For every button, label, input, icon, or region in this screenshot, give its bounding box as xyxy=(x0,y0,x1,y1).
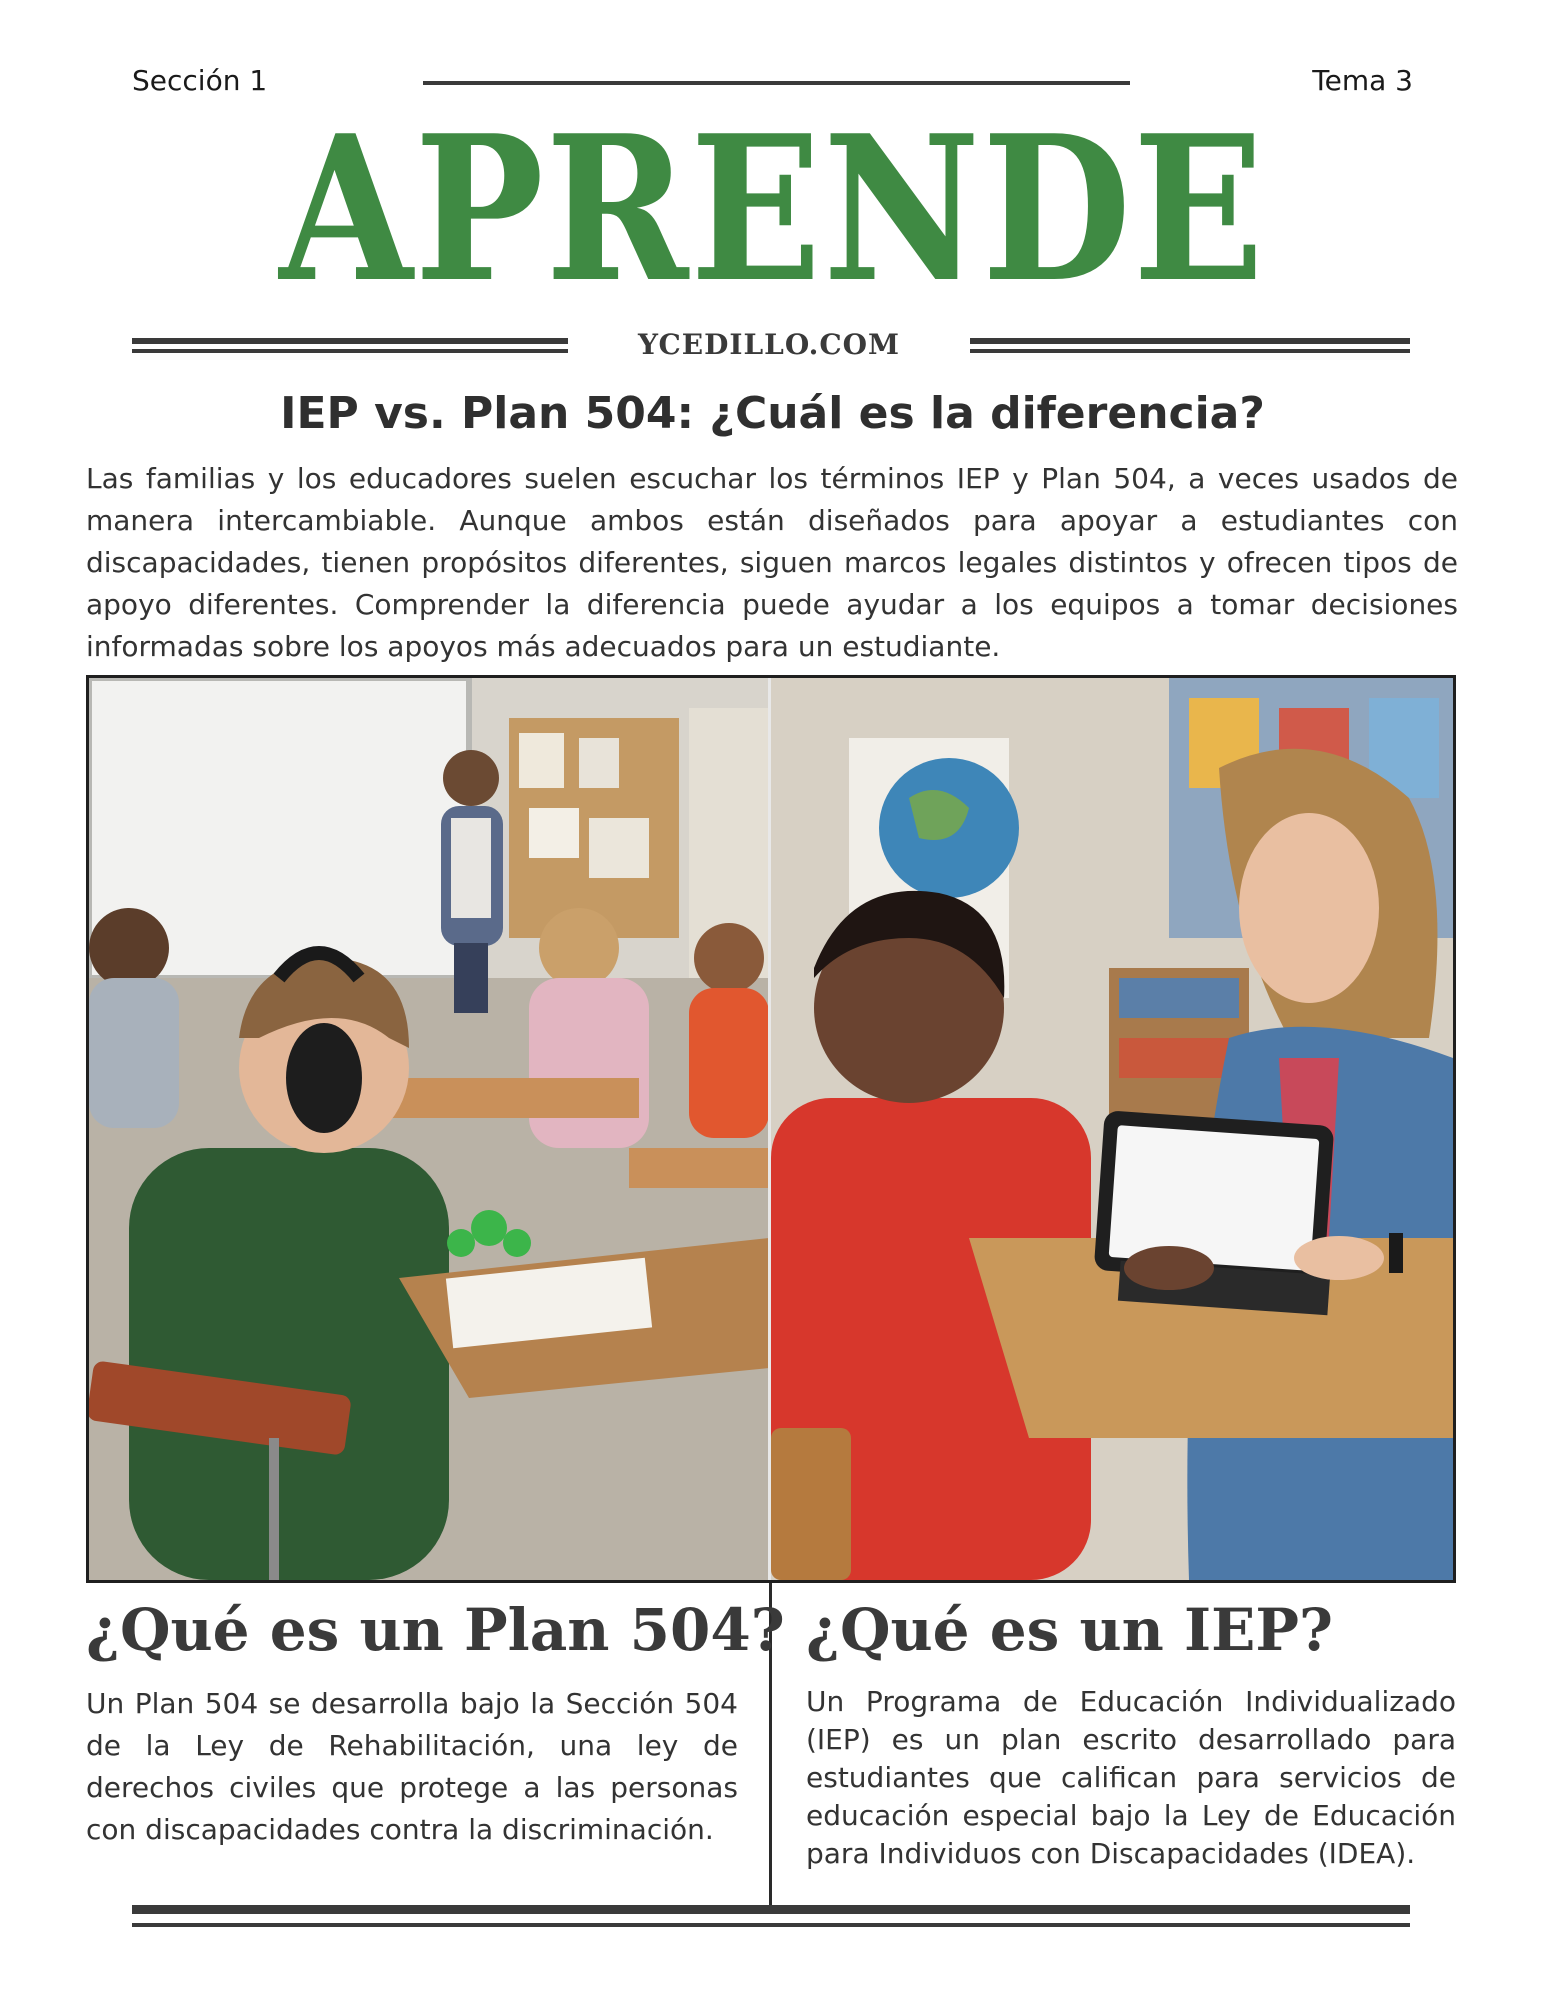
photo-right-scene xyxy=(771,678,1453,1580)
masthead-title: APRENDE xyxy=(279,92,1266,327)
article-headline: IEP vs. Plan 504: ¿Cuál es la diferencia? xyxy=(280,388,1265,439)
topic-label: Tema 3 xyxy=(1312,64,1413,97)
website-label: YCEDILLO.COM xyxy=(637,328,901,361)
iep-title: ¿Qué es un IEP? xyxy=(806,1596,1333,1664)
masthead-rule-left xyxy=(132,338,568,358)
top-divider xyxy=(423,81,1130,85)
section-label: Sección 1 xyxy=(132,64,268,97)
photo-left-scene xyxy=(89,678,769,1580)
bottom-rule xyxy=(132,1905,1410,1925)
plan-504-text: Un Plan 504 se desarrolla bajo la Sección 504 de la Ley de Rehabilitación, una ley de derechos civiles que protege a las personas con discapacidades contra la discriminación. xyxy=(86,1687,738,1846)
classroom-photo xyxy=(86,675,1456,1583)
plan-504-title: ¿Qué es un Plan 504? xyxy=(86,1596,785,1664)
iep-text: Un Programa de Educación Individualizado (IEP) es un plan escrito desarrollado para estudiantes que califican para servicios de educación especial bajo la Ley de Educación para Individuos con Discapacidades (IDEA). xyxy=(806,1685,1456,1870)
masthead-rule-right xyxy=(970,338,1410,358)
article-intro: Las familias y los educadores suelen escuchar los términos IEP y Plan 504, a veces usados de manera intercambiable. Aunque ambos están diseñados para apoyar a estudiantes con discapacidades, tienen propósitos diferentes, siguen marcos legales distintos y ofrecen tipos de apoyo diferentes. Comprender la diferencia puede ayudar a los equipos a tomar decisiones informadas sobre los apoyos más adecuados para un estudiante. xyxy=(86,462,1458,663)
